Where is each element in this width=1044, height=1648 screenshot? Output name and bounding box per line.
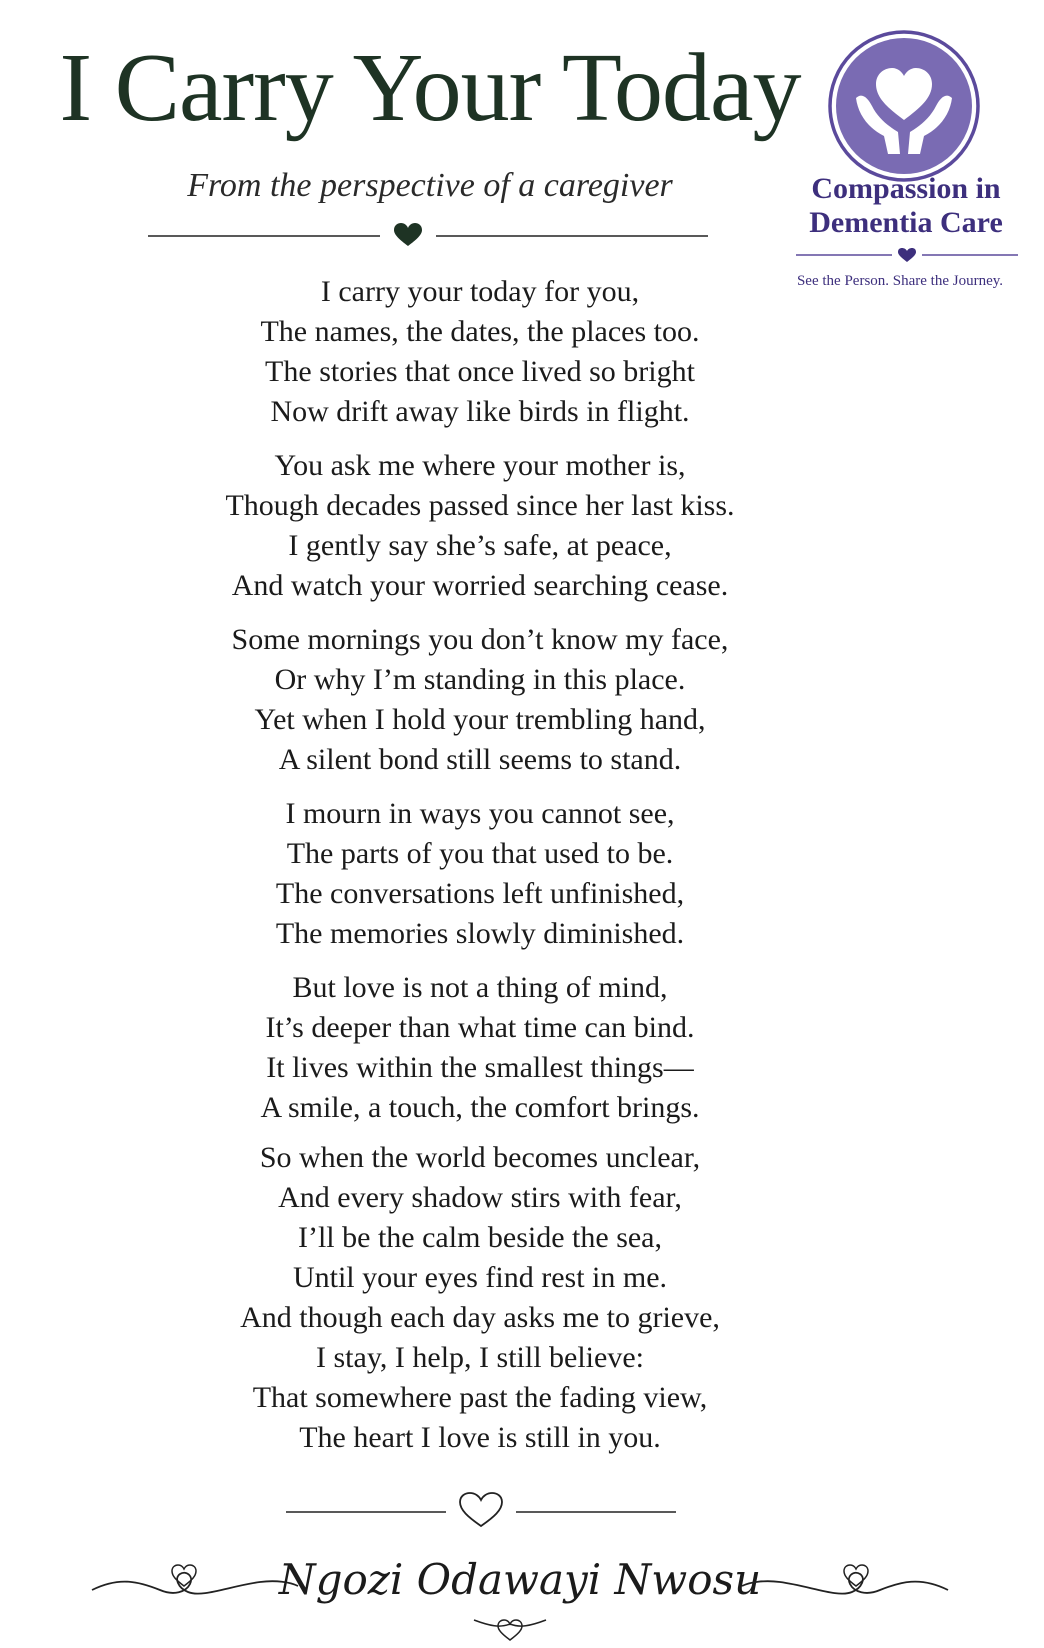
poem-line: Yet when I hold your trembling hand, <box>254 703 706 736</box>
poem-line: I carry your today for you, <box>320 275 640 308</box>
poem-line: It’s deeper than what time can bind. <box>265 1011 695 1044</box>
poem-line: But love is not a thing of mind, <box>292 971 668 1004</box>
poem-line: Though decades passed since her last kiss. <box>225 489 735 522</box>
outline-heart-icon <box>844 1565 868 1586</box>
organization-name-line2: Dementia Care <box>809 206 1003 239</box>
heart-in-hands-icon <box>826 28 982 184</box>
poem-line: I mourn in ways you cannot see, <box>285 797 675 830</box>
outline-heart-icon <box>498 1620 522 1640</box>
poem-line: Some mornings you don’t know my face, <box>231 623 729 656</box>
organization-tagline: See the Person. Share the Journey. <box>796 273 1004 289</box>
poem-line: That somewhere past the fading view, <box>252 1381 708 1414</box>
poem-line: I’ll be the calm beside the sea, <box>297 1221 662 1254</box>
small-heart-icon <box>898 248 916 262</box>
poem-line: Now drift away like birds in flight. <box>270 395 690 428</box>
stanza <box>100 272 860 432</box>
poem-line: The memories slowly diminished. <box>275 917 685 950</box>
bottom-heart-divider <box>286 1492 676 1532</box>
heart-divider <box>148 222 708 252</box>
poem-line: You ask me where your mother is, <box>274 449 686 482</box>
poem-line: The stories that once lived so bright <box>265 355 695 388</box>
stanza <box>100 968 860 1128</box>
organization-name <box>776 172 1036 240</box>
stanza <box>100 1138 860 1298</box>
page-subtitle: From the perspective of a caregiver <box>187 167 673 204</box>
poem-line: A silent bond still seems to stand. <box>278 743 682 776</box>
poem-line: Or why I’m standing in this place. <box>274 663 686 696</box>
poem-line: It lives within the smallest things— <box>266 1051 694 1084</box>
poem-line: So when the world becomes unclear, <box>259 1141 701 1174</box>
organization-name-line1: Compassion in <box>811 172 1001 205</box>
page-title: I Carry Your Today <box>59 34 801 142</box>
poem-line: The names, the dates, the places too. <box>260 315 700 348</box>
heart-icon <box>394 223 422 246</box>
poem-line: The conversations left unfinished, <box>275 877 685 910</box>
org-heart-divider <box>796 246 1018 266</box>
stanza <box>100 794 860 954</box>
heart-flourish-right <box>740 1542 950 1622</box>
poem-line: I gently say she’s safe, at peace, <box>288 529 672 562</box>
underline-heart <box>470 1610 550 1644</box>
poem-line: I stay, I help, I still believe: <box>316 1341 644 1374</box>
stanza <box>100 1298 860 1458</box>
stanza <box>100 620 860 780</box>
poem-line: And though each day asks me to grieve, <box>240 1301 720 1334</box>
poem-line: The parts of you that used to be. <box>286 837 674 870</box>
author-signature: Ngozi Odawayi Nwosu <box>278 1555 762 1604</box>
poem-line: And watch your worried searching cease. <box>231 569 729 602</box>
outline-heart-icon <box>460 1493 502 1526</box>
stanza <box>100 446 860 606</box>
poem-line: A smile, a touch, the comfort brings. <box>260 1091 700 1124</box>
poem-line: The heart I love is still in you. <box>299 1421 661 1454</box>
poem-line: And every shadow stirs with fear, <box>278 1181 682 1214</box>
poem-line: Until your eyes find rest in me. <box>292 1261 668 1294</box>
